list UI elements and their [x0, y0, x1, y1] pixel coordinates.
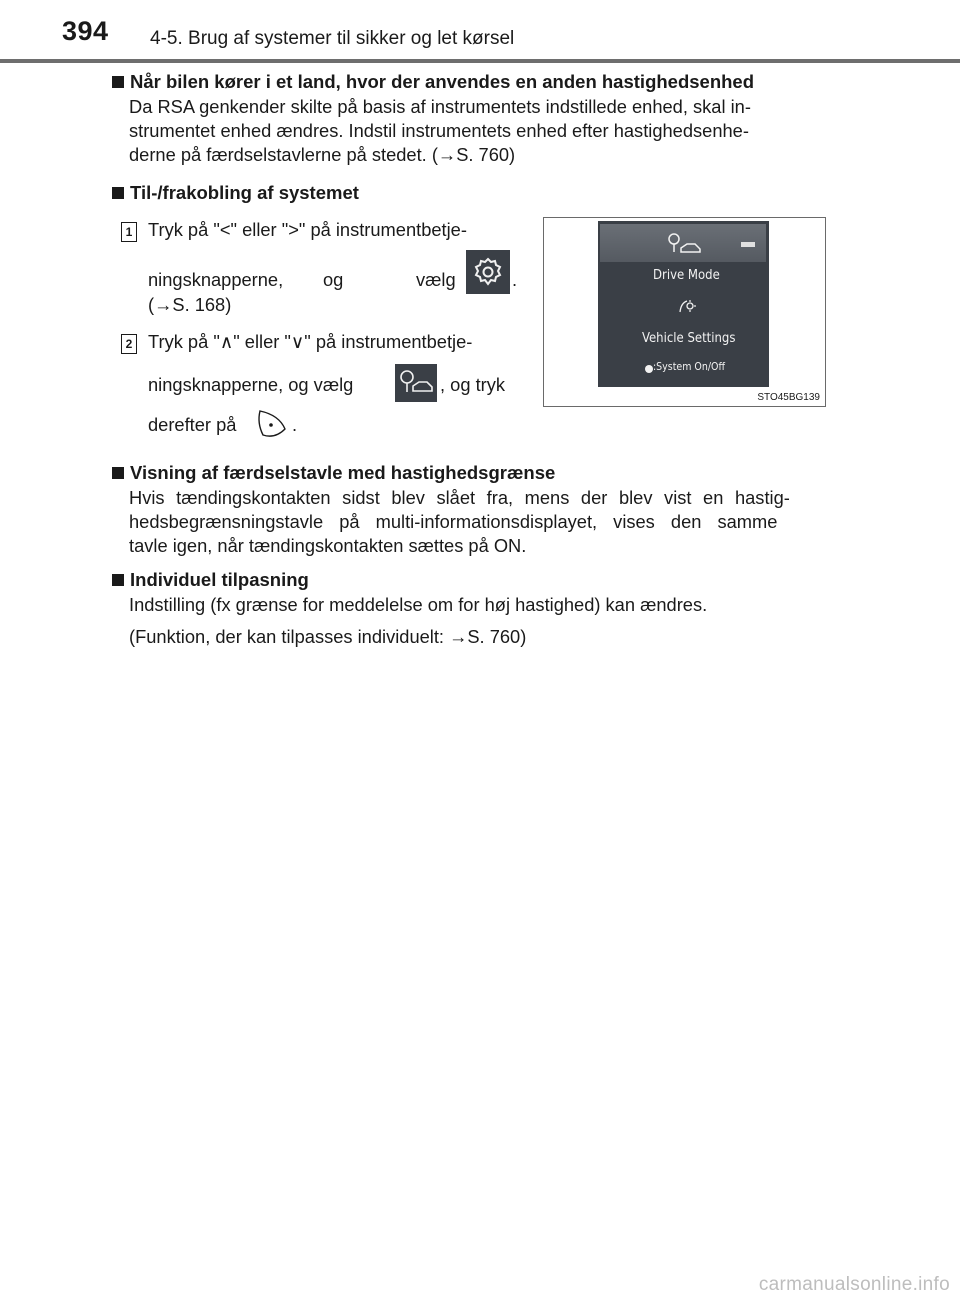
step2-line2a: ningsknapperne, og vælg	[148, 374, 354, 395]
step-number-2: 2	[121, 334, 137, 354]
step1-word3: vælg	[416, 269, 456, 290]
section-unit-change	[112, 69, 842, 167]
section-toggle-system	[112, 180, 842, 206]
minus-indicator-icon	[741, 242, 755, 247]
step2-period: .	[292, 414, 298, 435]
section-body: Hvis tændingskontakten sidst blev slået fra, mens der blev vist en hastig- hedsbegrænsningstavle på multi-informationsdisplayet, vises den samme tavle igen, når tændingskontakten sættes på ON.	[129, 487, 790, 556]
step1-period: .	[512, 269, 518, 290]
page-number: 394	[62, 16, 109, 46]
button-dot-icon	[645, 365, 653, 373]
step1-word1: ningsknapperne,	[148, 269, 284, 290]
section-title: 4-5. Brug af systemer til sikker og let kørsel	[150, 28, 515, 49]
bullet-square-icon	[112, 574, 124, 586]
bullet-square-icon	[112, 187, 124, 199]
section-heading: Individuel tilpasning	[112, 567, 842, 593]
vehicle-settings-icon	[677, 297, 697, 315]
page-header	[0, 0, 960, 62]
step1-line3: (→S. 168)	[148, 294, 232, 315]
step2-line3: derefter på	[148, 414, 237, 435]
section-heading: Når bilen kører i et land, hvor der anvendes en anden hastighedsenhed	[112, 69, 842, 95]
section-heading: Til-/frakobling af systemet	[112, 180, 842, 206]
step1-word2: og	[323, 269, 344, 290]
multi-info-display	[598, 221, 769, 387]
step1-line1: Tryk på "<" eller ">" på instrumentbetje-	[148, 219, 467, 240]
bullet-square-icon	[112, 76, 124, 88]
system-on-off-hint: :System On/Off	[653, 361, 725, 373]
settings-gear-icon	[466, 250, 510, 294]
section-heading: Visning af færdselstavle med hastighedsgrænse	[112, 460, 842, 486]
step-number-1: 1	[121, 222, 137, 242]
section-body: Da RSA genkender skilte på basis af instrumentets indstillede enhed, skal in- strumentet enhed ændres. Indstil instrumentets enhed efter hastighedsenhe- derne på færdselstavlerne på stedet. (→S. 760)	[129, 96, 751, 165]
step2-line2b: , og tryk	[440, 374, 506, 395]
road-sign-assist-icon	[395, 364, 437, 402]
display-figure	[543, 217, 826, 407]
figure-caption: STO45BG139	[757, 392, 820, 403]
watermark: carmanualsonline.info	[758, 1274, 950, 1295]
header-rule	[0, 59, 960, 63]
section-speed-sign-display	[112, 460, 842, 558]
bullet-square-icon	[112, 467, 124, 479]
road-sign-assist-icon	[666, 232, 706, 256]
section-customization	[112, 567, 842, 649]
menu-vehicle-settings: Vehicle Settings	[642, 331, 736, 346]
section-body: Indstilling (fx grænse for meddelelse om for høj hastighed) kan ændres. (Funktion, der kan tilpasses individuelt: →S. 760)	[129, 594, 708, 647]
menu-drive-mode: Drive Mode	[653, 268, 720, 283]
step2-line1: Tryk på "∧" eller "∨" på instrumentbetje-	[148, 331, 473, 352]
confirm-button-icon	[255, 405, 289, 441]
